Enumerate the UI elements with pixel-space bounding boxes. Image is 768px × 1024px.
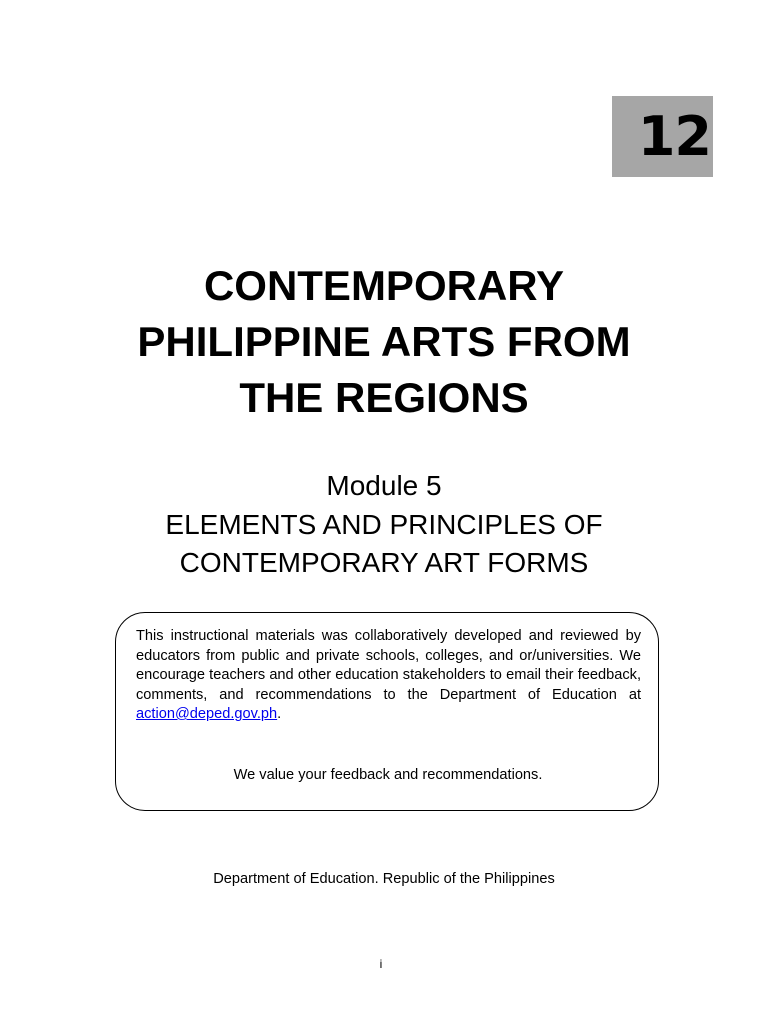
notice-body-end: .	[277, 706, 282, 722]
notice-body-text: This instructional materials was collaboratively developed and reviewed by educators from public and private schools, colleges, and or/universities. We encourage teachers and other education stakeholders to email their feedback, comments, and recommendations to the Department of Education at	[136, 628, 641, 703]
department-credit: Department of Education. Republic of the Philippines	[213, 871, 555, 887]
grade-number: 12	[637, 105, 711, 168]
module-title	[0, 506, 768, 582]
module-title-line-1: ELEMENTS AND PRINCIPLES OF	[165, 509, 603, 540]
title-line-2: PHILIPPINE ARTS FROM	[137, 318, 631, 365]
feedback-notice-box	[115, 612, 659, 811]
page-number: i	[379, 957, 383, 971]
title-line-1: CONTEMPORARY	[203, 262, 565, 309]
grade-badge	[612, 96, 713, 177]
document-title	[0, 258, 768, 426]
notice-closing: We value your feedback and recommendations.	[233, 767, 543, 783]
title-line-3: THE REGIONS	[239, 374, 529, 421]
feedback-email-link[interactable]: action@deped.gov.ph	[136, 706, 278, 722]
module-label: Module 5	[326, 470, 442, 501]
module-title-line-2: CONTEMPORARY ART FORMS	[179, 547, 589, 578]
notice-body	[136, 627, 641, 725]
